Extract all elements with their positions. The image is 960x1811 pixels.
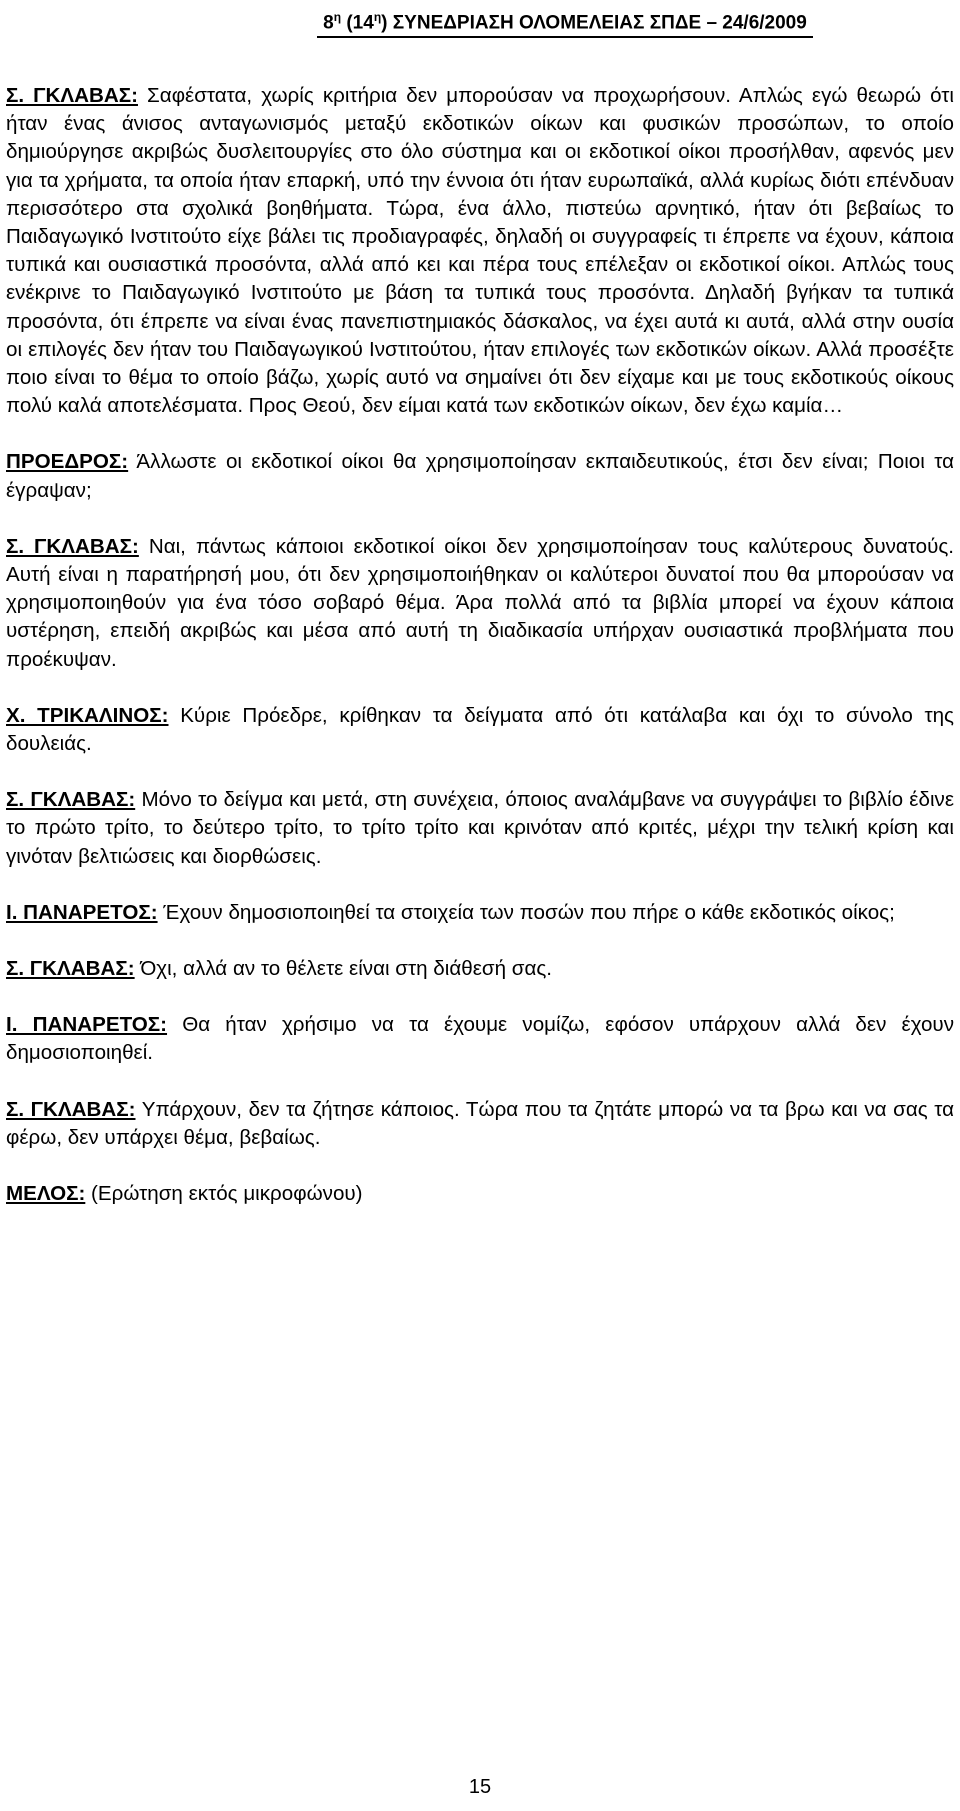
session-alt-number: (14 [341,12,374,34]
speaker-name: ΜΕΛΟΣ: [6,1182,86,1206]
transcript-paragraph [6,1096,954,1152]
transcript-paragraph [6,1011,954,1067]
speech-text: (Ερώτηση εκτός μικροφώνου) [85,1182,363,1206]
speaker-name: Σ. ΓΚΛΑΒΑΣ: [6,1097,136,1121]
speech-text: Έχουν δημοσιοποιηθεί τα στοιχεία των ποσών που πήρε ο κάθε εκδοτικός οίκος; [157,900,895,924]
speaker-name: ΠΡΟΕΔΡΟΣ: [6,450,129,474]
session-title [317,4,813,38]
session-title-text: ) ΣΥΝΕΔΡΙΑΣΗ ΟΛΟΜΕΛΕΙΑΣ ΣΠΔΕ – 24/6/2009 [381,12,807,34]
speech-text: Άλλωστε οι εκδοτικοί οίκοι θα χρησιμοποίησαν εκπαιδευτικούς, έτσι δεν είναι; Ποιοι τα έγραψαν; [6,450,954,502]
speaker-name: Ι. ΠΑΝΑΡΕΤΟΣ: [6,900,158,924]
transcript-paragraph [6,448,954,504]
speaker-name: Χ. ΤΡΙΚΑΛΙΝΟΣ: [6,703,169,727]
transcript-paragraph [6,82,954,420]
transcript-paragraph [6,899,954,927]
session-number: 8 [323,12,334,34]
page-header [0,4,960,38]
transcript-body [6,82,954,1236]
speech-text: Υπάρχουν, δεν τα ζήτησε κάποιος. Τώρα που τα ζητάτε μπορώ να τα βρω και να σας τα φέρω, δεν υπάρχει θέμα, βεβαίως. [6,1097,954,1149]
speech-text: Όχι, αλλά αν το θέλετε είναι στη διάθεσή σας. [134,957,553,981]
speaker-name: Ι. ΠΑΝΑΡΕΤΟΣ: [6,1013,168,1037]
speaker-name: Σ. ΓΚΛΑΒΑΣ: [6,788,136,812]
transcript-paragraph [6,786,954,871]
speech-text: Θα ήταν χρήσιμο να τα έχουμε νομίζω, εφόσον υπάρχουν αλλά δεν έχουν δημοσιοποιηθεί. [6,1013,954,1065]
speech-text: Σαφέστατα, χωρίς κριτήρια δεν μπορούσαν να προχωρήσουν. Απλώς εγώ θεωρώ ότι ήταν ένας άνισος ανταγωνισμός μεταξύ εκδοτικών οίκων και φυσικών προσώπων, το οποίο δημιούργησε ακριβώς δυσλειτουργίες στο όλο σύστημα και οι εκδοτικοί οίκοι προσήλθαν, αφενός μεν για τα χρήματα, τα οποία ήταν επαρκή, υπό την έννοια ότι ήταν ευρωπαϊκά, αλλά κυρίως διότι επένδυαν περισσότερο στα σχολικά βοηθήματα. Τώρα, ένα άλλο, πιστεύω αρνητικό, ήταν ότι βεβαίως το Παιδαγωγικό Ινστιτούτο είχε βάλει τις προδιαγραφές, δηλαδή οι συγγραφείς τι έπρεπε να έχουν, κάποια τυπικά και ουσιαστικά προσόντα, αλλά από κει και πέρα τους επέλεξαν οι εκδοτικοί οίκοι. Απλώς τους ενέκρινε το Παιδαγωγικό Ινστιτούτο με βάση τα τυπικά τους προσόντα. Δηλαδή βγήκαν τα τυπικά προσόντα, ότι έπρεπε να είναι ένας πανεπιστημιακός δάσκαλος, να έχει αυτά κι αυτά, αλλά στην ουσία οι επιλογές δεν ήταν του Παιδαγωγικού Ινστιτούτου, ήταν επιλογές των εκδοτικών οίκων. Αλλά προσέξτε ποιο είναι το θέμα το οποίο βάζω, χωρίς αυτό να σημαίνει ότι δεν είχαμε και με τους εκδοτικούς οίκους πολύ καλά αποτελέσματα. Προς Θεού, δεν είμαι κατά των εκδοτικών οίκων, δεν έχω καμία… [6,84,955,418]
speech-text: Ναι, πάντως κάποιοι εκδοτικοί οίκοι δεν χρησιμοποίησαν τους καλύτερους δυνατούς. Αυτή είναι η παρατήρησή μου, ότι δεν χρησιμοποιήθηκαν οι καλύτεροι δυνατοί που θα μπορούσαν να χρησιμοποιηθούν για ένα τόσο σοβαρό θέμα. Άρα πολλά από τα βιβλία μπορεί να έχουν κάποια υστέρηση, επειδή ακριβώς και μέσα από αυτή τη διαδικασία υπήρχαν ουσιαστικά προβλήματα που προέκυψαν. [6,534,954,671]
speaker-name: Σ. ΓΚΛΑΒΑΣ: [6,534,139,558]
session-number-suffix: η [333,10,342,24]
page-number: 15 [468,1776,492,1798]
speech-text: Μόνο το δείγμα και μετά, στη συνέχεια, όποιος αναλάμβανε να συγγράψει το βιβλίο έδινε το πρώτο τρίτο, το δεύτερο τρίτο, το τρίτο τρίτο και κρινόταν από κριτές, μέχρι την τελική κρίση και γινόταν βελτιώσεις και διορθώσεις. [6,788,954,868]
transcript-paragraph [6,702,954,758]
session-alt-number-suffix: η [373,10,382,24]
transcript-paragraph [6,955,954,983]
transcript-paragraph [6,533,954,674]
speaker-name: Σ. ΓΚΛΑΒΑΣ: [6,84,138,107]
speech-text: Κύριε Πρόεδρε, κρίθηκαν τα δείγματα από ότι κατάλαβα και όχι το σύνολο της δουλειάς. [6,703,954,756]
speaker-name: Σ. ΓΚΛΑΒΑΣ: [6,957,135,981]
transcript-paragraph [6,1180,954,1208]
